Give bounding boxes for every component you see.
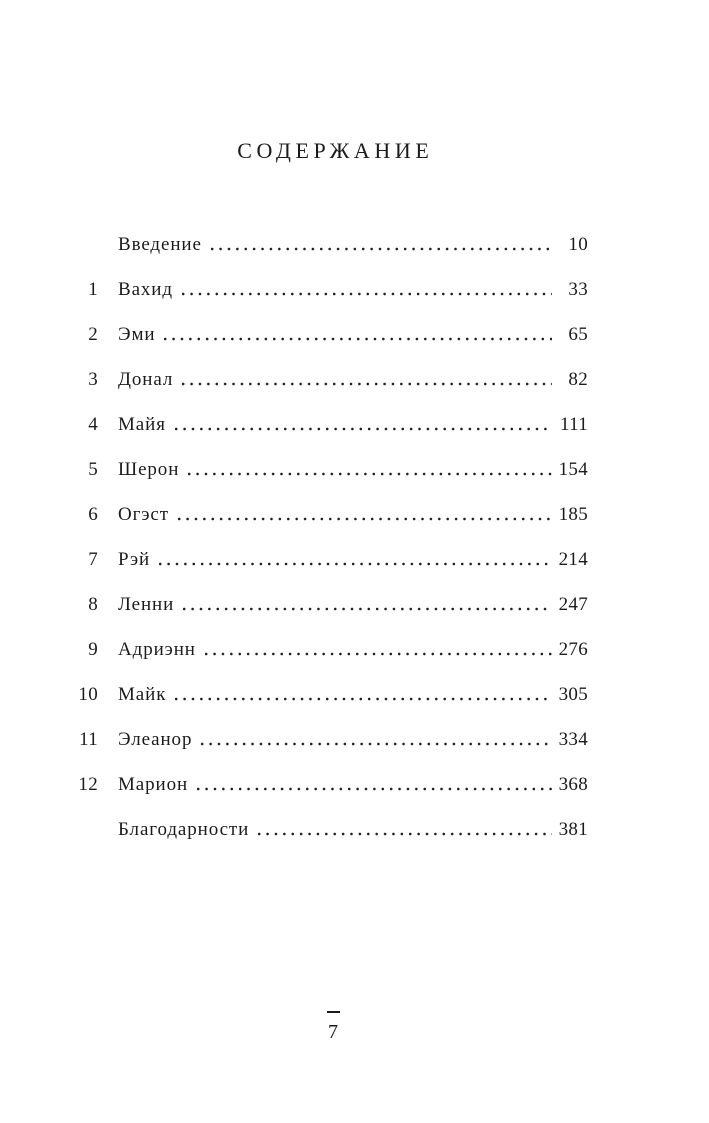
chapter-title: Ленни [118,594,175,615]
page-reference: 82 [568,369,588,390]
chapter-number: 6 [88,504,98,525]
page-reference: 185 [558,504,588,525]
page-reference: 214 [558,549,588,570]
chapter-title: Эми [118,324,156,345]
page-reference: 65 [568,324,588,345]
toc-entry [70,413,588,437]
chapter-number: 4 [88,414,98,435]
toc-entry [70,503,588,527]
leader-dots [172,697,552,701]
leader-dots [156,562,552,566]
chapter-title: Элеанор [118,729,193,750]
toc-entry [70,548,588,572]
chapter-number: 9 [88,639,98,660]
page-title: СОДЕРЖАНИЕ [237,138,434,163]
toc-entry [70,368,588,392]
toc-entry [70,323,588,347]
leader-dots [175,517,552,521]
leader-dots [185,472,552,476]
chapter-title: Майя [118,414,166,435]
folio-rule [327,1011,340,1013]
page-reference: 368 [558,774,588,795]
chapter-number: 11 [79,729,98,750]
chapter-title: Рэй [118,549,151,570]
page-reference: 305 [558,684,588,705]
chapter-title: Введение [118,234,202,255]
leader-dots [172,427,552,431]
page-reference: 381 [558,819,588,840]
leader-dots [202,652,552,656]
page-reference: 10 [568,234,588,255]
chapter-number: 2 [88,324,98,345]
chapter-number: 3 [88,369,98,390]
chapter-number: 10 [78,684,98,705]
toc-entry [70,773,588,797]
chapter-title: Донал [118,369,174,390]
chapter-title: Адриэнн [118,639,196,660]
toc-entry [70,728,588,752]
chapter-number: 1 [88,279,98,300]
page-reference: 154 [558,459,588,480]
chapter-title: Марион [118,774,189,795]
toc-entry [70,278,588,302]
chapter-title: Майк [118,684,167,705]
leader-dots [255,832,552,836]
chapter-number: 12 [78,774,98,795]
chapter-number: 8 [88,594,98,615]
toc-entry [70,683,588,707]
leader-dots [179,292,552,296]
chapter-number: 7 [88,549,98,570]
toc-entry-acknowledgements [70,818,588,842]
page-reference: 276 [558,639,588,660]
chapter-number: 5 [88,459,98,480]
leader-dots [180,607,552,611]
leader-dots [198,742,552,746]
page-reference: 111 [560,414,588,435]
page-reference: 247 [558,594,588,615]
toc-entry [70,638,588,662]
chapter-title: Вахид [118,279,173,300]
chapter-title: Шерон [118,459,180,480]
page-number: 7 [328,1021,338,1043]
toc-entry [70,593,588,617]
toc-entry-introduction [70,233,588,257]
leader-dots [208,247,552,251]
page-reference: 334 [558,729,588,750]
leader-dots [161,337,552,341]
chapter-title: Огэст [118,504,169,525]
toc-entry [70,458,588,482]
chapter-title: Благодарности [118,819,250,840]
leader-dots [194,787,552,791]
leader-dots [179,382,552,386]
page-reference: 33 [568,279,588,300]
